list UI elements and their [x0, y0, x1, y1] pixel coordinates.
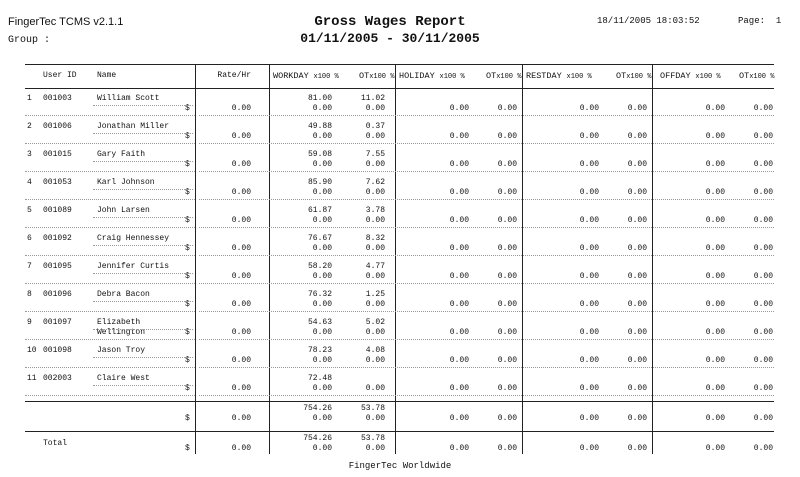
subtotal-rule	[25, 401, 774, 402]
row-separator	[199, 395, 774, 396]
row-offday-amount: 0.00	[705, 160, 725, 169]
row-user-id: 001003	[43, 94, 72, 103]
row-name: Claire West	[97, 374, 150, 383]
row-workday-amount: 0.00	[312, 188, 332, 197]
row-user-id: 001098	[43, 346, 72, 355]
page-number: 1	[775, 16, 782, 26]
row-offday-ot-amount: 0.00	[753, 384, 773, 393]
group-label: Group :	[8, 35, 51, 46]
currency-symbol: $	[185, 444, 190, 453]
row-workday-hours: 61.87	[307, 206, 332, 215]
row-offday-amount: 0.00	[705, 300, 725, 309]
col-header-rate: Rate/Hr	[217, 71, 251, 80]
ot-header-multiplier: x100 %	[749, 73, 775, 81]
row-holiday-amount: 0.00	[449, 328, 469, 337]
currency-symbol: $	[185, 272, 190, 281]
row-workday-ot-amount: 0.00	[365, 160, 385, 169]
ot-header-label: OT	[739, 71, 750, 81]
row-restday-ot-amount: 0.00	[627, 356, 647, 365]
row-workday-ot-amount: 0.00	[365, 444, 385, 453]
row-workday-ot-amount: 0.00	[365, 384, 385, 393]
row-offday-amount: 0.00	[705, 132, 725, 141]
row-restday-ot-amount: 0.00	[627, 384, 647, 393]
row-rate: 0.00	[231, 272, 251, 281]
total-label: Total	[43, 439, 68, 448]
col-header-user-id: User ID	[43, 71, 77, 80]
col-header-ot-2	[486, 71, 521, 82]
restday-header-multiplier: x100 %	[566, 73, 592, 81]
col-header-name: Name	[97, 71, 117, 80]
row-separator	[199, 311, 774, 312]
row-name-underline	[93, 385, 193, 386]
row-offday-amount: 0.00	[705, 272, 725, 281]
row-user-id: 002003	[43, 374, 72, 383]
row-separator-left	[25, 199, 195, 200]
row-restday-ot-amount: 0.00	[627, 104, 647, 113]
row-separator	[199, 227, 774, 228]
row-workday-hours: 81.00	[307, 94, 332, 103]
row-workday-ot-amount: 0.00	[365, 244, 385, 253]
row-holiday-ot-amount: 0.00	[497, 414, 517, 423]
col-header-workday	[273, 71, 339, 82]
row-rate: 0.00	[231, 414, 251, 423]
row-name: Jennifer Curtis	[97, 262, 170, 271]
row-holiday-amount: 0.00	[449, 160, 469, 169]
ot-header-multiplier: x100 %	[369, 73, 395, 81]
row-workday-ot-amount: 0.00	[365, 132, 385, 141]
col-header-holiday	[399, 71, 465, 82]
currency-symbol: $	[185, 216, 190, 225]
row-holiday-ot-amount: 0.00	[497, 188, 517, 197]
row-separator	[199, 255, 774, 256]
row-offday-ot-amount: 0.00	[753, 160, 773, 169]
row-holiday-ot-amount: 0.00	[497, 300, 517, 309]
row-name-underline	[93, 105, 193, 106]
row-restday-ot-amount: 0.00	[627, 160, 647, 169]
row-workday-ot-amount: 0.00	[365, 328, 385, 337]
row-number: 1	[27, 94, 32, 103]
row-name: William Scott	[97, 94, 160, 103]
app-name: FingerTec TCMS v2.1.1	[8, 16, 124, 28]
currency-symbol: $	[185, 188, 190, 197]
workday-header-multiplier: x100 %	[313, 73, 339, 81]
row-workday-ot-amount: 0.00	[365, 356, 385, 365]
col-header-offday	[660, 71, 721, 82]
row-user-id: 001089	[43, 206, 72, 215]
row-workday-hours: 54.63	[307, 318, 332, 327]
row-number: 8	[27, 290, 32, 299]
row-restday-amount: 0.00	[579, 104, 599, 113]
row-user-id: 001053	[43, 178, 72, 187]
row-restday-ot-amount: 0.00	[627, 188, 647, 197]
row-name: Debra Bacon	[97, 290, 150, 299]
row-offday-amount: 0.00	[705, 384, 725, 393]
row-restday-amount: 0.00	[579, 328, 599, 337]
ot-header-multiplier: x100 %	[496, 73, 522, 81]
row-restday-amount: 0.00	[579, 414, 599, 423]
row-name: John Larsen	[97, 206, 150, 215]
report-date-range: 01/11/2005 - 30/11/2005	[300, 31, 480, 46]
row-workday-ot-hours: 11.02	[360, 94, 385, 103]
row-workday-ot-amount: 0.00	[365, 300, 385, 309]
row-offday-ot-amount: 0.00	[753, 272, 773, 281]
row-offday-amount: 0.00	[705, 188, 725, 197]
currency-symbol: $	[185, 160, 190, 169]
row-workday-ot-amount: 0.00	[365, 272, 385, 281]
row-workday-amount: 0.00	[312, 444, 332, 453]
row-separator	[199, 115, 774, 116]
row-holiday-amount: 0.00	[449, 216, 469, 225]
row-workday-amount: 0.00	[312, 272, 332, 281]
currency-symbol: $	[185, 104, 190, 113]
row-restday-amount: 0.00	[579, 444, 599, 453]
wages-table	[25, 64, 774, 456]
row-workday-ot-amount: 0.00	[365, 104, 385, 113]
row-number: 5	[27, 206, 32, 215]
row-rate: 0.00	[231, 188, 251, 197]
col-header-ot-4	[739, 71, 774, 82]
row-workday-ot-hours: 0.37	[365, 122, 385, 131]
row-separator	[199, 143, 774, 144]
row-name-underline	[93, 273, 193, 274]
row-name-underline	[93, 189, 193, 190]
row-holiday-amount: 0.00	[449, 244, 469, 253]
col-header-ot-1	[359, 71, 394, 82]
row-user-id: 001095	[43, 262, 72, 271]
row-name-line2: Wellington	[97, 328, 146, 337]
row-offday-ot-amount: 0.00	[753, 104, 773, 113]
row-name: Elizabeth	[97, 318, 141, 327]
holiday-header-multiplier: x100 %	[439, 73, 465, 81]
ot-header-multiplier: x100 %	[626, 73, 652, 81]
row-holiday-amount: 0.00	[449, 384, 469, 393]
row-offday-ot-amount: 0.00	[753, 188, 773, 197]
row-offday-ot-amount: 0.00	[753, 132, 773, 141]
row-separator-left	[25, 255, 195, 256]
name-col-rule	[195, 64, 196, 454]
row-offday-ot-amount: 0.00	[753, 244, 773, 253]
row-separator	[199, 339, 774, 340]
row-workday-hours: 754.26	[303, 404, 332, 413]
row-offday-amount: 0.00	[705, 216, 725, 225]
row-workday-amount: 0.00	[312, 328, 332, 337]
page-label: Page:	[738, 16, 766, 26]
col-header-restday	[526, 71, 592, 82]
currency-symbol: $	[185, 132, 190, 141]
row-rate: 0.00	[231, 384, 251, 393]
row-number: 11	[27, 374, 37, 383]
currency-symbol: $	[185, 356, 190, 365]
row-workday-ot-amount: 0.00	[365, 216, 385, 225]
row-separator-left	[25, 227, 195, 228]
row-workday-ot-hours: 3.78	[365, 206, 385, 215]
row-restday-ot-amount: 0.00	[627, 216, 647, 225]
row-holiday-ot-amount: 0.00	[497, 132, 517, 141]
row-holiday-amount: 0.00	[449, 104, 469, 113]
offday-header-multiplier: x100 %	[695, 73, 721, 81]
currency-symbol: $	[185, 244, 190, 253]
row-workday-amount: 0.00	[312, 216, 332, 225]
row-holiday-ot-amount: 0.00	[497, 216, 517, 225]
report-footer: FingerTec Worldwide	[348, 461, 452, 471]
row-rate: 0.00	[231, 104, 251, 113]
row-name: Jason Troy	[97, 346, 146, 355]
row-restday-ot-amount: 0.00	[627, 414, 647, 423]
row-separator	[199, 367, 774, 368]
row-separator-left	[25, 367, 195, 368]
row-workday-amount: 0.00	[312, 132, 332, 141]
row-workday-hours: 72.48	[307, 374, 332, 383]
row-name-underline	[93, 161, 193, 162]
row-separator-left	[25, 339, 195, 340]
row-holiday-amount: 0.00	[449, 414, 469, 423]
row-separator	[199, 283, 774, 284]
row-number: 4	[27, 178, 32, 187]
row-separator-left	[25, 115, 195, 116]
row-user-id: 001096	[43, 290, 72, 299]
row-workday-hours: 754.26	[303, 434, 332, 443]
row-restday-amount: 0.00	[579, 132, 599, 141]
ot-header-label: OT	[486, 71, 497, 81]
row-number: 10	[27, 346, 37, 355]
row-name-underline	[93, 357, 193, 358]
row-name-underline	[93, 245, 193, 246]
row-offday-amount: 0.00	[705, 356, 725, 365]
row-holiday-ot-amount: 0.00	[497, 356, 517, 365]
row-separator-left	[25, 283, 195, 284]
table-top-rule	[25, 64, 774, 65]
row-name: Gary Faith	[97, 150, 146, 159]
currency-symbol: $	[185, 328, 190, 337]
row-name: Jonathan Miller	[97, 122, 170, 131]
row-workday-ot-hours: 4.77	[365, 262, 385, 271]
row-separator	[199, 199, 774, 200]
row-workday-ot-amount: 0.00	[365, 414, 385, 423]
row-user-id: 001092	[43, 234, 72, 243]
row-offday-ot-amount: 0.00	[753, 414, 773, 423]
currency-symbol: $	[185, 414, 190, 423]
ot-header-label: OT	[359, 71, 370, 81]
row-holiday-amount: 0.00	[449, 300, 469, 309]
row-workday-hours: 78.23	[307, 346, 332, 355]
row-workday-hours: 85.90	[307, 178, 332, 187]
row-holiday-ot-amount: 0.00	[497, 384, 517, 393]
restday-header-label: RESTDAY	[526, 71, 562, 81]
col-header-ot-3	[616, 71, 651, 82]
row-holiday-amount: 0.00	[449, 272, 469, 281]
row-holiday-ot-amount: 0.00	[497, 272, 517, 281]
currency-symbol: $	[185, 384, 190, 393]
row-holiday-amount: 0.00	[449, 132, 469, 141]
row-offday-ot-amount: 0.00	[753, 216, 773, 225]
row-user-id: 001097	[43, 318, 72, 327]
page-indicator	[738, 16, 781, 26]
row-workday-ot-hours: 5.02	[365, 318, 385, 327]
row-workday-hours: 76.32	[307, 290, 332, 299]
row-name-underline	[93, 133, 193, 134]
row-name-underline	[93, 329, 193, 330]
row-restday-ot-amount: 0.00	[627, 132, 647, 141]
row-name-underline	[93, 217, 193, 218]
row-user-id: 001006	[43, 122, 72, 131]
ot-header-label: OT	[616, 71, 627, 81]
row-restday-amount: 0.00	[579, 356, 599, 365]
row-restday-amount: 0.00	[579, 188, 599, 197]
row-workday-ot-hours: 1.25	[365, 290, 385, 299]
row-workday-ot-hours: 4.08	[365, 346, 385, 355]
row-workday-ot-hours: 7.55	[365, 150, 385, 159]
row-holiday-amount: 0.00	[449, 356, 469, 365]
workday-header-label: WORKDAY	[273, 71, 309, 81]
row-restday-amount: 0.00	[579, 272, 599, 281]
row-restday-ot-amount: 0.00	[627, 300, 647, 309]
row-workday-ot-hours: 8.32	[365, 234, 385, 243]
row-workday-amount: 0.00	[312, 104, 332, 113]
row-offday-amount: 0.00	[705, 414, 725, 423]
row-number: 3	[27, 150, 32, 159]
row-workday-ot-hours: 53.78	[360, 404, 385, 413]
row-restday-ot-amount: 0.00	[627, 328, 647, 337]
total-rule	[25, 431, 774, 432]
row-workday-amount: 0.00	[312, 160, 332, 169]
row-workday-ot-hours: 53.78	[360, 434, 385, 443]
row-separator-left	[25, 311, 195, 312]
row-restday-amount: 0.00	[579, 216, 599, 225]
row-offday-ot-amount: 0.00	[753, 300, 773, 309]
row-offday-amount: 0.00	[705, 104, 725, 113]
row-offday-ot-amount: 0.00	[753, 356, 773, 365]
row-offday-ot-amount: 0.00	[753, 444, 773, 453]
currency-symbol: $	[185, 300, 190, 309]
row-number: 2	[27, 122, 32, 131]
row-restday-amount: 0.00	[579, 160, 599, 169]
row-offday-amount: 0.00	[705, 444, 725, 453]
offday-header-label: OFFDAY	[660, 71, 691, 81]
row-workday-amount: 0.00	[312, 414, 332, 423]
row-offday-amount: 0.00	[705, 328, 725, 337]
row-holiday-ot-amount: 0.00	[497, 104, 517, 113]
row-rate: 0.00	[231, 444, 251, 453]
row-separator-left	[25, 171, 195, 172]
row-offday-ot-amount: 0.00	[753, 328, 773, 337]
row-restday-ot-amount: 0.00	[627, 272, 647, 281]
printed-timestamp: 18/11/2005 18:03:52	[597, 16, 700, 26]
row-number: 7	[27, 262, 32, 271]
row-restday-ot-amount: 0.00	[627, 244, 647, 253]
row-workday-ot-hours: 7.62	[365, 178, 385, 187]
row-number: 9	[27, 318, 32, 327]
row-name: Craig Hennessey	[97, 234, 170, 243]
row-name: Karl Johnson	[97, 178, 155, 187]
row-workday-amount: 0.00	[312, 356, 332, 365]
row-workday-hours: 59.08	[307, 150, 332, 159]
row-restday-amount: 0.00	[579, 244, 599, 253]
row-rate: 0.00	[231, 132, 251, 141]
row-workday-ot-amount: 0.00	[365, 188, 385, 197]
report-title: Gross Wages Report	[314, 14, 466, 30]
row-name-underline	[93, 301, 193, 302]
row-holiday-amount: 0.00	[449, 188, 469, 197]
row-rate: 0.00	[231, 328, 251, 337]
row-rate: 0.00	[231, 356, 251, 365]
row-holiday-ot-amount: 0.00	[497, 444, 517, 453]
row-holiday-ot-amount: 0.00	[497, 244, 517, 253]
row-holiday-amount: 0.00	[449, 444, 469, 453]
row-workday-hours: 49.88	[307, 122, 332, 131]
row-workday-hours: 76.67	[307, 234, 332, 243]
row-restday-amount: 0.00	[579, 384, 599, 393]
row-holiday-ot-amount: 0.00	[497, 328, 517, 337]
row-workday-amount: 0.00	[312, 384, 332, 393]
row-restday-ot-amount: 0.00	[627, 444, 647, 453]
row-separator-left	[25, 395, 195, 396]
holiday-header-label: HOLIDAY	[399, 71, 435, 81]
row-rate: 0.00	[231, 300, 251, 309]
row-restday-amount: 0.00	[579, 300, 599, 309]
row-rate: 0.00	[231, 160, 251, 169]
row-offday-amount: 0.00	[705, 244, 725, 253]
row-separator-left	[25, 143, 195, 144]
row-rate: 0.00	[231, 216, 251, 225]
row-workday-amount: 0.00	[312, 300, 332, 309]
row-separator	[199, 171, 774, 172]
table-header-rule	[25, 88, 774, 89]
row-rate: 0.00	[231, 244, 251, 253]
row-user-id: 001015	[43, 150, 72, 159]
row-holiday-ot-amount: 0.00	[497, 160, 517, 169]
row-workday-hours: 58.20	[307, 262, 332, 271]
row-workday-amount: 0.00	[312, 244, 332, 253]
row-number: 6	[27, 234, 32, 243]
